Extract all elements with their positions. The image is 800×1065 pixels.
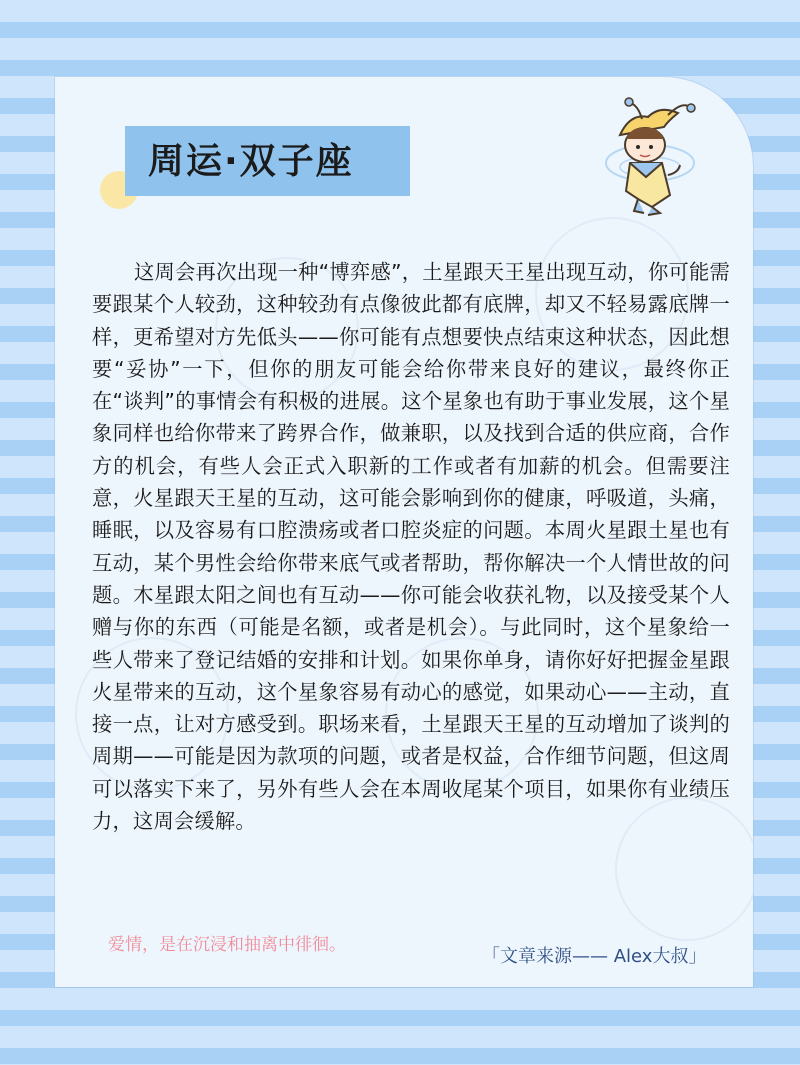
page-title: 周运·双子座 — [148, 141, 354, 182]
horoscope-text: 这周会再次出现一种“博弈感”，土星跟天王星出现互动，你可能需要跟某个人较劲，这种较劲有点像彼此都有底牌，却又不轻易露底牌一样，更希望对方先低头——你可能有点想要快点结束这种状态，因此想要“妥协”一下，但你的朋友可能会给你带来良好的建议，最终你正在“谈判”的事情会有积极的进展。这个星象也有助于事业发展，这个星象同样也给你带来了跨界合作，做兼职，以及找到合适的供应商，合作方的机会，有些人会正式入职新的工作或者有加薪的机会。但需要注意，火星跟天王星的互动，这可能会影响到你的健康，呼吸道，头痛，睡眠，以及容易有口腔溃疡或者口腔炎症的问题。本周火星跟土星也有互动，某个男性会给你带来底气或者帮助，帮你解决一个人情世故的问题。木星跟太阳之间也有互动——你可能会收获礼物，以及接受某个人赠与你的东西（可能是名额，或者是机会）。与此同时，这个星象给一些人带来了登记结婚的安排和计划。如果你单身，请你好好把握金星跟火星带来的互动，这个星象容易有动心的感觉，如果动心——主动，直接一点，让对方感受到。职场来看，土星跟天王星的互动增加了谈判的周期——可能是因为款项的问题，或者是权益，合作细节问题，但这周可以落实下来了，另外有些人会在本周收尾某个项目，如果你有业绩压力，这周会缓解。 — [92, 260, 730, 834]
jester-mascot-icon — [590, 95, 710, 220]
slogan-text: 爱情，是在沉浸和抽离中徘徊。 — [108, 935, 346, 955]
source-credit: 「文章来源—— Alex大叔」 — [482, 946, 707, 967]
